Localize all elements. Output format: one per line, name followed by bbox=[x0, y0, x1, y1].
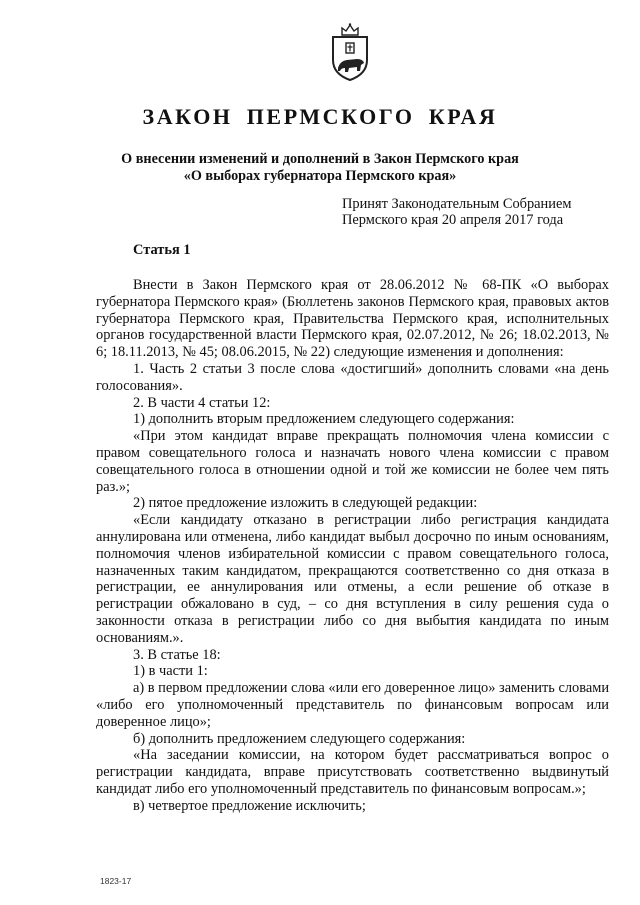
subtitle-line-2: «О выборах губернатора Пермского края» bbox=[183, 168, 457, 184]
document-title: ЗАКОН ПЕРМСКОГО КРАЯ bbox=[142, 104, 498, 129]
subtitle-line-1: О внесении изменений и дополнений в Закон Пермского края bbox=[121, 151, 519, 167]
paragraph: Внести в Закон Пермского края от 28.06.2012 № 68-ПК «О выборах губернатора Пермского края» (Бюллетень законов Пермского края, правовых актов губернатора Пермского края, Правительства Пермского края, исполнительных органов государственной власти Пермского края, 02.07.2012, № 26; 18.02.2013, № 6; 18.11.2013, № 45; 08.06.2015, № 22) следующие изменения и дополнения: bbox=[96, 277, 609, 361]
paragraph: «Если кандидату отказано в регистрации либо регистрация кандидата аннулирована или отменена, либо кандидат выбыл досрочно по иным основаниям, полномочия членов избирательной комиссии с правом совещательного голоса, назначенных таким кандидатом, прекращаются соответственно со дня отказа в регистрации, ее аннулирования или отмены, а если решение об отказе в регистрации обжаловано в суд, – со дня вступления в силу решения суда о законности отказа в регистрации либо со дня выбытия кандидата по иным основаниям.». bbox=[96, 512, 609, 646]
adoption-note bbox=[342, 196, 622, 228]
paragraph: 1) в части 1: bbox=[133, 663, 208, 680]
paragraph: б) дополнить предложением следующего содержания: bbox=[133, 730, 466, 747]
paragraph: 2. В части 4 статьи 12: bbox=[133, 394, 271, 411]
adoption-line-1: Принят Законодательным Собранием bbox=[342, 196, 572, 212]
adoption-line-2: Пермского края 20 апреля 2017 года bbox=[342, 212, 564, 228]
article-heading: Статья 1 bbox=[133, 242, 191, 258]
document-body bbox=[96, 277, 609, 815]
paragraph: 2) пятое предложение изложить в следующей редакции: bbox=[133, 495, 478, 512]
coat-of-arms-icon bbox=[327, 22, 373, 82]
paragraph: «При этом кандидат вправе прекращать полномочия члена комиссии с правом совещательного голоса и назначать нового члена комиссии с правом совещательного голоса в отношении одной и той же комиссии не более чем пять раз.»; bbox=[96, 428, 609, 495]
footer-code: 1823-17 bbox=[100, 876, 132, 886]
paragraph: 1. Часть 2 статьи 3 после слова «достигший» дополнить словами «на день голосования». bbox=[96, 360, 609, 394]
paragraph: 1) дополнить вторым предложением следующего содержания: bbox=[133, 411, 515, 428]
document-subtitle bbox=[0, 151, 640, 185]
paragraph: в) четвертое предложение исключить; bbox=[133, 797, 366, 814]
paragraph: «На заседании комиссии, на котором будет рассматриваться вопрос о регистрации кандидата, вправе присутствовать соответственно выдвинутый кандидат либо его уполномоченный представитель по финансовым вопросам.»; bbox=[96, 747, 609, 797]
paragraph: 3. В статье 18: bbox=[133, 646, 221, 663]
paragraph: а) в первом предложении слова «или его доверенное лицо» заменить словами «либо его уполномоченный представитель по финансовым вопросам или доверенное лицо»; bbox=[96, 680, 610, 730]
